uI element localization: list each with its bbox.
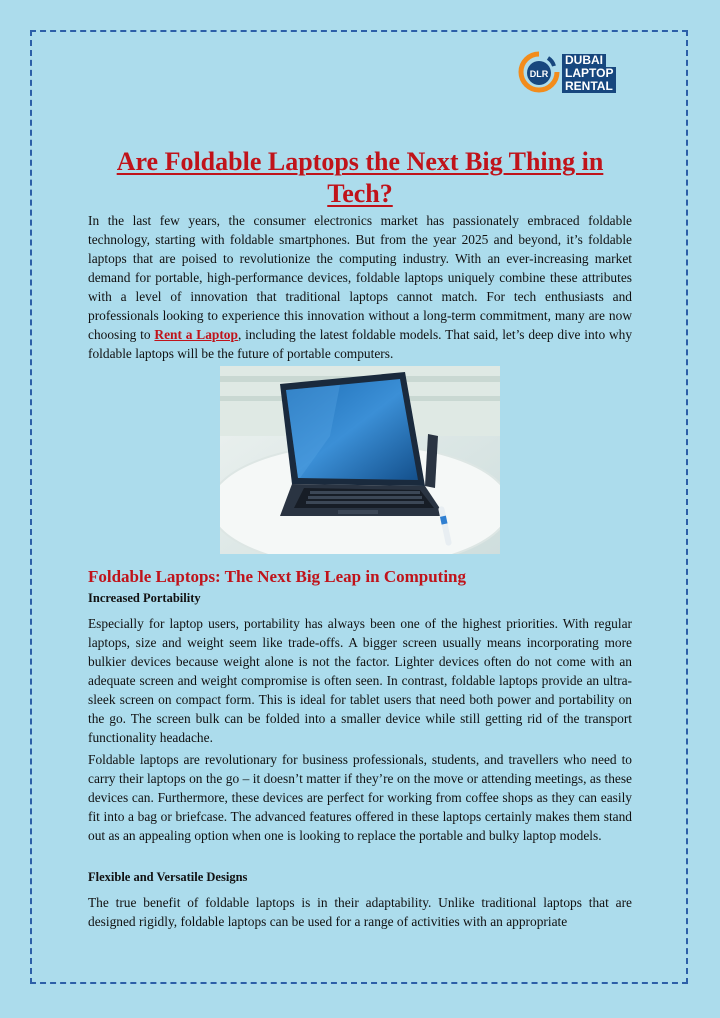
foldable-laptop-photo — [220, 366, 500, 554]
logo-wordmark — [562, 54, 616, 93]
section-heading: Foldable Laptops: The Next Big Leap in Computing — [88, 567, 467, 586]
adaptability-paragraph: The true benefit of foldable laptops is in their adaptability. Unlike traditional laptops that are designed rigidly, foldable laptops can be used for a range of activities with an appropriate — [88, 895, 632, 929]
logo-mark-icon — [518, 50, 560, 96]
rent-a-laptop-link[interactable]: Rent a Laptop — [154, 327, 238, 342]
intro-paragraph — [88, 211, 632, 363]
portability-paragraph: Especially for laptop users, portability has always been one of the highest priorities. With regular laptops, size and weight seem like trade-offs. A bigger screen usually means incorporating more bulkier devices because weight alone is not the factor. Lighter devices often do not come with an adequate screen and weight compromise is often seen. In contrast, foldable laptops provide an ultra-sleek screen on compact form. This is ideal for tablet users that need both power and portability on the go. The screen bulk can be folded into a smaller device while still getting rid of the transport functionality headache. — [88, 616, 632, 745]
logo-line-rental: RENTAL — [562, 80, 616, 93]
subheading-portability: Increased Portability — [88, 591, 201, 605]
brand-logo[interactable] — [518, 50, 628, 96]
logo-line-dubai: DUBAI — [562, 54, 606, 67]
article-title: Are Foldable Laptops the Next Big Thing in Tech? — [116, 147, 604, 208]
logo-badge-text: DLR — [529, 69, 549, 79]
subheading-designs: Flexible and Versatile Designs — [88, 870, 248, 884]
laptop-photo-illustration — [220, 366, 500, 554]
intro-text-before: In the last few years, the consumer electronics market has passionately embraced foldable technology, starting with foldable smartphones. But from the year 2025 and beyond, it’s foldable laptops that are poised to revolutionize the computing industry. With an ever-increasing market demand for portable, high-performance devices, foldable laptops uniquely combine these attributes with a level of innovation that traditional laptops cannot match. For tech enthusiasts and professionals looking to experience this innovation without a long-term commitment, many are now choosing to — [88, 213, 632, 342]
intro-text-after: , including the latest foldable models. That said, let’s deep dive into why foldable laptops will be the future of portable computers. — [88, 327, 633, 361]
professionals-paragraph: Foldable laptops are revolutionary for business professionals, students, and travellers who need to carry their laptops on the go – it doesn’t matter if they’re on the move or attending meetings, as these devices can. Furthermore, these devices are perfect for working from coffee shops as they can easily fit into a bag or briefcase. The advanced features offered in these laptops certainly makes them stand out as an appealing option when one is looking to replace the portable and bulky laptop models. — [88, 752, 632, 843]
logo-line-laptop: LAPTOP — [562, 67, 616, 80]
